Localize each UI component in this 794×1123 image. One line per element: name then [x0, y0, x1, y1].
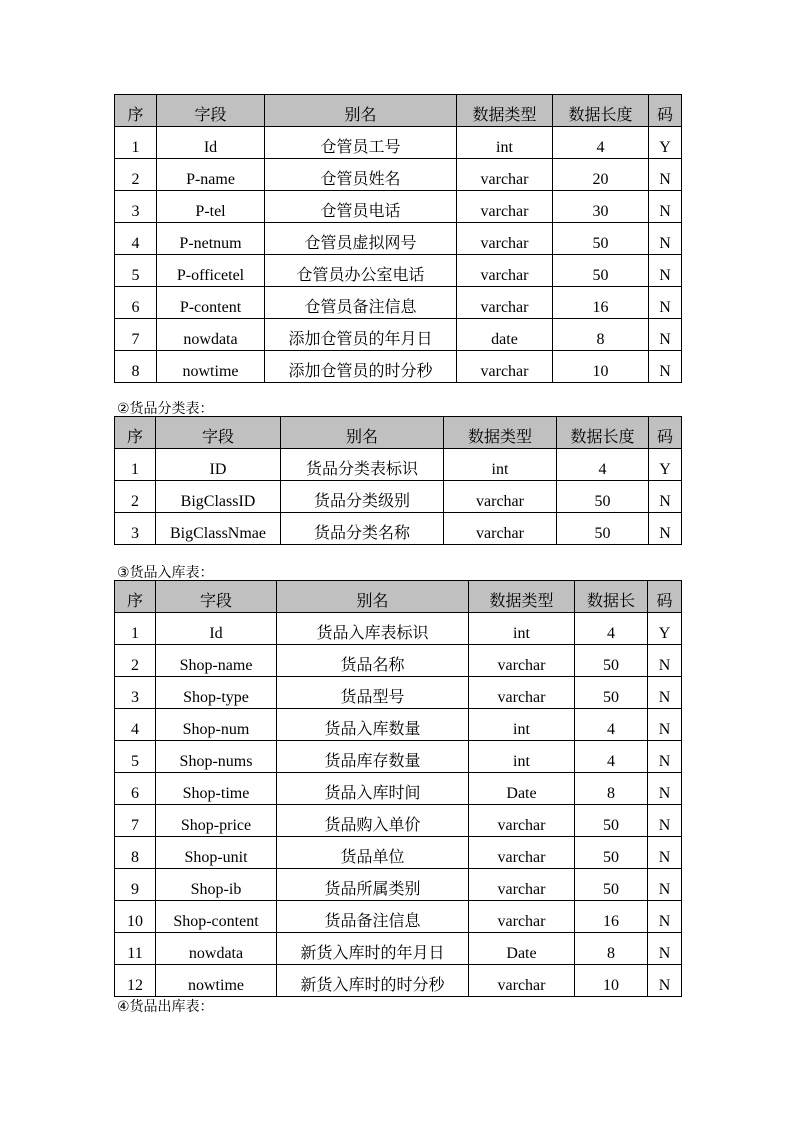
table-row: [115, 741, 682, 773]
table-cell: 仓管员姓名: [265, 159, 457, 191]
table-cell: 6: [115, 773, 156, 805]
table-cell: 4: [575, 613, 648, 645]
table-row: [115, 613, 682, 645]
table-row: [115, 255, 682, 287]
table-cell: 货品分类级别: [281, 481, 444, 513]
table-cell: 50: [553, 223, 649, 255]
table-cell: varchar: [457, 287, 553, 319]
table-cell: 4: [575, 741, 648, 773]
table-cell: 仓管员办公室电话: [265, 255, 457, 287]
table-cell: BigClassNmae: [156, 513, 281, 545]
table-cell: N: [648, 741, 682, 773]
table-row: [115, 933, 682, 965]
table-cell: 50: [575, 837, 648, 869]
table-cell: 5: [115, 255, 157, 287]
table-cell: 7: [115, 319, 157, 351]
table-cell: 货品备注信息: [277, 901, 469, 933]
table-cell: N: [648, 901, 682, 933]
table-cell: Date: [469, 933, 575, 965]
table-caption: ③货品入库表：: [117, 565, 214, 581]
table-cell: 4: [115, 223, 157, 255]
table-cell: varchar: [469, 805, 575, 837]
warehouse-keeper-table: [114, 94, 682, 383]
table-cell: nowtime: [156, 965, 277, 997]
table-cell: N: [648, 677, 682, 709]
table-cell: 50: [553, 255, 649, 287]
table-cell: 货品分类表标识: [281, 449, 444, 481]
table-cell: varchar: [457, 351, 553, 383]
table-header-row: [115, 581, 682, 613]
table-cell: varchar: [469, 901, 575, 933]
table-row: [115, 837, 682, 869]
table-cell: 50: [575, 805, 648, 837]
table-cell: 仓管员备注信息: [265, 287, 457, 319]
table-cell: Shop-price: [156, 805, 277, 837]
table-cell: 货品分类名称: [281, 513, 444, 545]
header-cell: 字段: [156, 581, 277, 613]
table-cell: 30: [553, 191, 649, 223]
table-caption: ②货品分类表：: [117, 401, 214, 417]
table-row: [115, 513, 682, 545]
table-cell: N: [649, 255, 682, 287]
table-cell: 货品入库表标识: [277, 613, 469, 645]
table-row: [115, 677, 682, 709]
table-cell: N: [648, 869, 682, 901]
table-cell: Shop-content: [156, 901, 277, 933]
table-cell: nowdata: [157, 319, 265, 351]
header-cell: 码: [649, 417, 682, 449]
table-cell: N: [648, 773, 682, 805]
table-row: [115, 287, 682, 319]
table-cell: N: [649, 319, 682, 351]
table-cell: 4: [575, 709, 648, 741]
table-cell: 货品型号: [277, 677, 469, 709]
table-cell: 1: [115, 127, 157, 159]
table-row: [115, 449, 682, 481]
table-cell: Shop-type: [156, 677, 277, 709]
header-cell: 序: [115, 95, 157, 127]
table-cell: date: [457, 319, 553, 351]
table-cell: 50: [575, 869, 648, 901]
header-cell: 字段: [156, 417, 281, 449]
table-cell: ID: [156, 449, 281, 481]
table-cell: N: [648, 965, 682, 997]
table-cell: Id: [156, 613, 277, 645]
table-cell: nowdata: [156, 933, 277, 965]
table-cell: Y: [648, 613, 682, 645]
table-cell: 新货入库时的年月日: [277, 933, 469, 965]
table-cell: 货品名称: [277, 645, 469, 677]
table-cell: 货品所属类别: [277, 869, 469, 901]
table-cell: 8: [115, 351, 157, 383]
table-cell: 16: [575, 901, 648, 933]
table-cell: varchar: [469, 645, 575, 677]
table-cell: 4: [557, 449, 649, 481]
table-cell: 添加仓管员的时分秒: [265, 351, 457, 383]
table-cell: N: [649, 351, 682, 383]
table-cell: 3: [115, 677, 156, 709]
table-cell: 2: [115, 159, 157, 191]
table-cell: 1: [115, 613, 156, 645]
table-cell: int: [457, 127, 553, 159]
table-cell: varchar: [469, 965, 575, 997]
table-cell: 仓管员电话: [265, 191, 457, 223]
table-cell: P-tel: [157, 191, 265, 223]
table-row: [115, 645, 682, 677]
table-row: [115, 773, 682, 805]
table-row: [115, 191, 682, 223]
table-cell: Shop-time: [156, 773, 277, 805]
table-cell: 新货入库时的时分秒: [277, 965, 469, 997]
table-cell: Shop-nums: [156, 741, 277, 773]
table-cell: varchar: [457, 191, 553, 223]
table-cell: BigClassID: [156, 481, 281, 513]
table-cell: 3: [115, 191, 157, 223]
table-row: [115, 127, 682, 159]
table-cell: 11: [115, 933, 156, 965]
table-cell: int: [469, 741, 575, 773]
table-row: [115, 965, 682, 997]
table-cell: N: [648, 645, 682, 677]
header-cell: 序: [115, 417, 156, 449]
table-cell: Shop-name: [156, 645, 277, 677]
table-cell: 8: [553, 319, 649, 351]
table-cell: varchar: [457, 255, 553, 287]
table-cell: N: [649, 287, 682, 319]
table-cell: N: [648, 933, 682, 965]
table-cell: 10: [115, 901, 156, 933]
table-cell: int: [444, 449, 557, 481]
table-row: [115, 869, 682, 901]
header-cell: 字段: [157, 95, 265, 127]
table-row: [115, 709, 682, 741]
table-cell: int: [469, 709, 575, 741]
table-row: [115, 159, 682, 191]
table-cell: P-officetel: [157, 255, 265, 287]
header-cell: 码: [649, 95, 682, 127]
table-row: [115, 901, 682, 933]
table-cell: 货品入库数量: [277, 709, 469, 741]
goods-category-table: [114, 416, 682, 545]
header-cell: 数据长: [575, 581, 648, 613]
table-cell: 50: [575, 645, 648, 677]
table-caption: ④货品出库表：: [117, 999, 214, 1015]
table-cell: N: [648, 805, 682, 837]
table-cell: N: [649, 191, 682, 223]
table-cell: Id: [157, 127, 265, 159]
table-cell: Shop-num: [156, 709, 277, 741]
table-cell: 仓管员工号: [265, 127, 457, 159]
table-row: [115, 319, 682, 351]
table-cell: 20: [553, 159, 649, 191]
table-cell: N: [648, 709, 682, 741]
table-cell: N: [649, 481, 682, 513]
header-cell: 数据类型: [457, 95, 553, 127]
table-header-row: [115, 417, 682, 449]
header-cell: 码: [648, 581, 682, 613]
table-cell: N: [649, 223, 682, 255]
header-cell: 序: [115, 581, 156, 613]
table-cell: 50: [557, 481, 649, 513]
table-cell: 50: [575, 677, 648, 709]
header-cell: 数据类型: [469, 581, 575, 613]
table-cell: N: [649, 159, 682, 191]
table-cell: 7: [115, 805, 156, 837]
table-cell: 货品库存数量: [277, 741, 469, 773]
table-cell: 8: [115, 837, 156, 869]
table-cell: Shop-unit: [156, 837, 277, 869]
table-cell: 货品入库时间: [277, 773, 469, 805]
table-cell: varchar: [444, 513, 557, 545]
table-cell: 2: [115, 481, 156, 513]
table-cell: 1: [115, 449, 156, 481]
table-cell: Shop-ib: [156, 869, 277, 901]
table-cell: 10: [575, 965, 648, 997]
table-cell: 添加仓管员的年月日: [265, 319, 457, 351]
table-header-row: [115, 95, 682, 127]
table-cell: N: [648, 837, 682, 869]
table-cell: 50: [557, 513, 649, 545]
table-cell: varchar: [469, 869, 575, 901]
header-cell: 别名: [265, 95, 457, 127]
table-row: [115, 481, 682, 513]
table-cell: 9: [115, 869, 156, 901]
table-cell: 2: [115, 645, 156, 677]
header-cell: 别名: [277, 581, 469, 613]
table-cell: 仓管员虚拟网号: [265, 223, 457, 255]
table-cell: 货品单位: [277, 837, 469, 869]
table-row: [115, 805, 682, 837]
table-cell: 5: [115, 741, 156, 773]
table-cell: Y: [649, 127, 682, 159]
table-cell: 12: [115, 965, 156, 997]
table-cell: 10: [553, 351, 649, 383]
table-cell: 4: [115, 709, 156, 741]
table-cell: 16: [553, 287, 649, 319]
table-cell: nowtime: [157, 351, 265, 383]
table-cell: int: [469, 613, 575, 645]
table-cell: 3: [115, 513, 156, 545]
table-cell: varchar: [457, 159, 553, 191]
table-cell: Date: [469, 773, 575, 805]
table-cell: Y: [649, 449, 682, 481]
header-cell: 数据长度: [553, 95, 649, 127]
table-cell: N: [649, 513, 682, 545]
header-cell: 别名: [281, 417, 444, 449]
table-cell: 8: [575, 773, 648, 805]
table-cell: P-netnum: [157, 223, 265, 255]
table-cell: varchar: [457, 223, 553, 255]
table-cell: P-content: [157, 287, 265, 319]
table-cell: 4: [553, 127, 649, 159]
goods-inbound-table: [114, 580, 682, 997]
table-cell: varchar: [469, 837, 575, 869]
table-row: [115, 223, 682, 255]
table-cell: 6: [115, 287, 157, 319]
table-row: [115, 351, 682, 383]
header-cell: 数据类型: [444, 417, 557, 449]
table-cell: varchar: [469, 677, 575, 709]
table-cell: 8: [575, 933, 648, 965]
table-cell: varchar: [444, 481, 557, 513]
table-cell: 货品购入单价: [277, 805, 469, 837]
table-cell: P-name: [157, 159, 265, 191]
header-cell: 数据长度: [557, 417, 649, 449]
